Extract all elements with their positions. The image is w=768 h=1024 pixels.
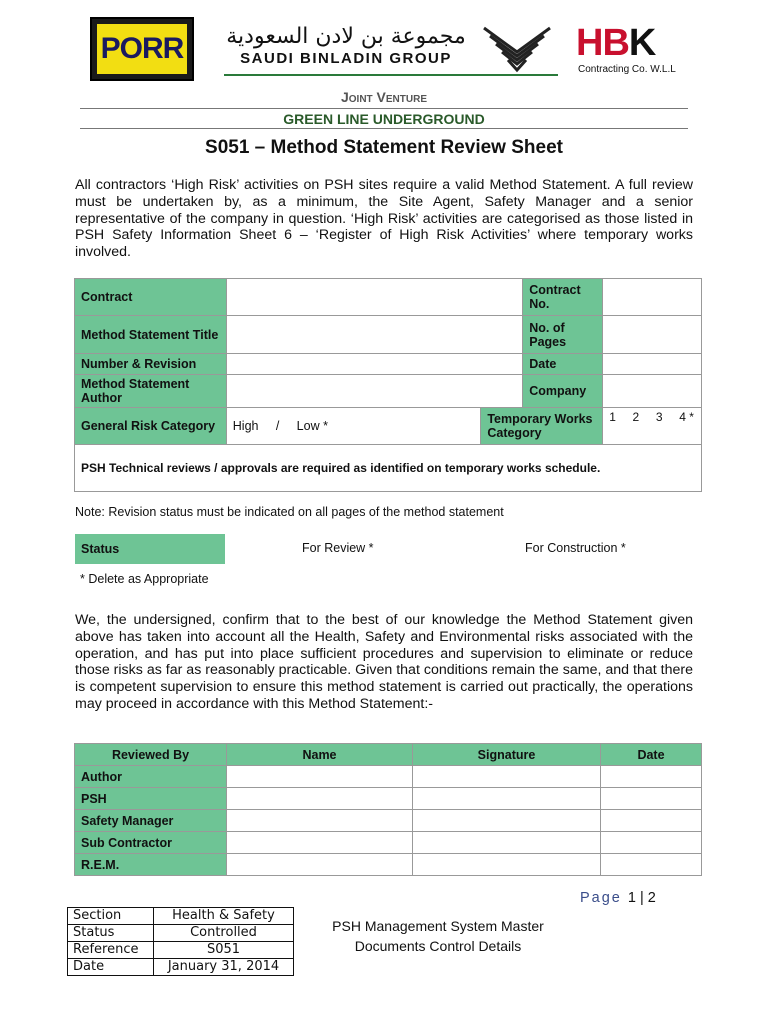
declaration-paragraph: We, the undersigned, confirm that to the best of our knowledge the Method Statement given above has taken into account all the Health, Safety and Environmental risks associated with the operation, and has put into place sufficient procedures and supervision to eliminate or reduce those risks as far as reasonably practicable. Given that conditions remain the same, and that there is competent supervision to ensure this method statement is carried out practically, the operations may proceed in accordance with this Method Statement:-	[75, 612, 693, 712]
contract-label: Contract	[75, 279, 227, 316]
ms-title-label: Method Statement Title	[75, 316, 227, 354]
hbk-subtitle: Contracting Co. W.L.L	[578, 64, 676, 75]
table-row	[75, 766, 702, 788]
no-pages-field[interactable]	[603, 316, 702, 354]
divider	[80, 108, 688, 109]
header-date: Date	[601, 744, 702, 766]
for-review-option[interactable]: For Review *	[302, 541, 374, 555]
sbg-arabic-logo-text: مجموعة بن لادن السعودية	[226, 24, 466, 49]
status-label: Status	[75, 534, 225, 564]
name-cell[interactable]	[227, 832, 413, 854]
signature-cell[interactable]	[413, 832, 601, 854]
no-pages-label: No. of Pages	[523, 316, 603, 354]
date-cell[interactable]	[601, 832, 702, 854]
date-cell[interactable]	[601, 788, 702, 810]
row-label-safety-manager: Safety Manager	[75, 810, 227, 832]
signature-cell[interactable]	[413, 810, 601, 832]
joint-venture-label: Joint Venture	[340, 89, 427, 105]
temp-works-label: Temporary Works Category	[481, 408, 603, 445]
hbk-logo	[576, 22, 655, 65]
page-num: 1 | 2	[627, 890, 656, 906]
contract-no-field[interactable]	[603, 279, 702, 316]
psh-technical-note: PSH Technical reviews / approvals are required as identified on temporary works schedule.	[75, 445, 702, 492]
row-label-sub-contractor: Sub Contractor	[75, 832, 227, 854]
signature-cell[interactable]	[413, 788, 601, 810]
row-label-author: Author	[75, 766, 227, 788]
signature-cell[interactable]	[413, 854, 601, 876]
temp-works-options[interactable]: 1 2 3 4 *	[603, 408, 702, 445]
page-title: S051 – Method Statement Review Sheet	[205, 137, 563, 158]
row-label-psh: PSH	[75, 788, 227, 810]
date-label: Date	[523, 354, 603, 375]
date-cell[interactable]	[601, 766, 702, 788]
number-revision-label: Number & Revision	[75, 354, 227, 375]
revision-note: Note: Revision status must be indicated on all pages of the method statement	[75, 505, 504, 519]
company-field[interactable]	[603, 375, 702, 408]
control-key: Section	[68, 908, 154, 925]
table-row	[75, 854, 702, 876]
control-value: January 31, 2014	[154, 959, 294, 976]
sbg-emblem-icon	[482, 24, 552, 74]
porr-logo	[90, 17, 194, 81]
sbg-english-logo-text: SAUDI BINLADIN GROUP	[240, 50, 452, 67]
sbg-underline	[224, 74, 558, 76]
date-field[interactable]	[603, 354, 702, 375]
divider	[80, 128, 688, 129]
name-cell[interactable]	[227, 854, 413, 876]
company-label: Company	[523, 375, 603, 408]
header-signature: Signature	[413, 744, 601, 766]
ms-author-label: Method Statement Author	[75, 375, 227, 408]
general-risk-label: General Risk Category	[75, 408, 227, 445]
control-key: Date	[68, 959, 154, 976]
name-cell[interactable]	[227, 766, 413, 788]
contract-no-label: Contract No.	[523, 279, 603, 316]
project-name: GREEN LINE UNDERGROUND	[283, 111, 485, 127]
ms-title-field[interactable]	[226, 316, 522, 354]
contract-field[interactable]	[226, 279, 522, 316]
control-key: Reference	[68, 942, 154, 959]
date-cell[interactable]	[601, 810, 702, 832]
table-row	[75, 810, 702, 832]
for-construction-option[interactable]: For Construction *	[525, 541, 626, 555]
control-key: Status	[68, 925, 154, 942]
control-value: S051	[154, 942, 294, 959]
name-cell[interactable]	[227, 788, 413, 810]
review-table	[74, 743, 702, 876]
table-row	[75, 788, 702, 810]
control-caption: PSH Management System Master Documents Control Details	[332, 918, 544, 954]
method-statement-form	[74, 278, 702, 492]
porr-logo-text: PORR	[97, 24, 187, 74]
intro-paragraph: All contractors ‘High Risk’ activities on PSH sites require a valid Method Statement. A full review must be undertaken by, as a minimum, the Site Agent, Safety Manager and a senior representative of the company in question. ‘High Risk’ activities are categorised as those listed in PSH Safety Information Sheet 6 – ‘Register of High Risk Activities’ where temporary works involved.	[75, 177, 693, 261]
table-row	[75, 832, 702, 854]
ms-author-field[interactable]	[226, 375, 522, 408]
delete-note: * Delete as Appropriate	[80, 572, 209, 586]
hbk-logo-text: HBK	[576, 22, 656, 64]
page-label: Page	[580, 890, 622, 906]
document-control-table	[67, 907, 294, 976]
control-value: Health & Safety	[154, 908, 294, 925]
header-reviewed-by: Reviewed By	[75, 744, 227, 766]
risk-options[interactable]: High / Low *	[226, 408, 481, 445]
control-value: Controlled	[154, 925, 294, 942]
name-cell[interactable]	[227, 810, 413, 832]
page-number	[580, 890, 656, 906]
number-revision-field[interactable]	[226, 354, 522, 375]
signature-cell[interactable]	[413, 766, 601, 788]
date-cell[interactable]	[601, 854, 702, 876]
header-name: Name	[227, 744, 413, 766]
row-label-rem: R.E.M.	[75, 854, 227, 876]
